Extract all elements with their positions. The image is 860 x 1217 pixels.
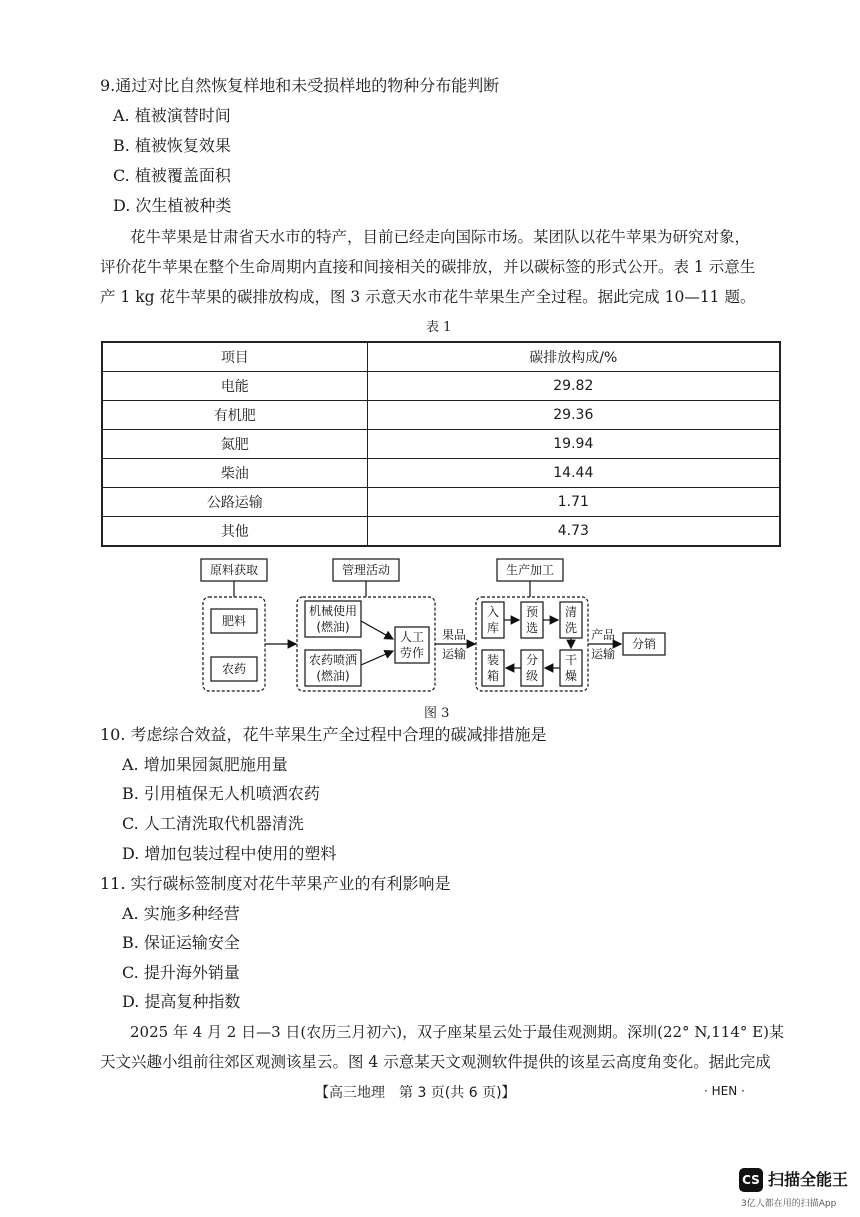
machinery-label: 机械使用 bbox=[308, 604, 358, 618]
transport1-label-1: 果品 bbox=[441, 628, 467, 642]
table-cell-item: 电能 bbox=[102, 372, 367, 401]
table-cell-item: 柴油 bbox=[102, 459, 367, 488]
q11-option-a: A. 实施多种经营 bbox=[122, 904, 240, 923]
camscanner-name: 扫描全能王 bbox=[768, 1170, 849, 1189]
machinery-fuel-label: (燃油) bbox=[316, 620, 350, 634]
table-row bbox=[102, 430, 780, 459]
box-char-2: 箱 bbox=[486, 669, 500, 683]
q9-option-a: A. 植被演替时间 bbox=[113, 106, 231, 125]
table-row bbox=[102, 517, 780, 547]
q10-option-a: A. 增加果园氮肥施用量 bbox=[122, 755, 288, 774]
q9-option-d: D. 次生植被种类 bbox=[113, 196, 232, 215]
table-caption: 表 1 bbox=[426, 320, 452, 335]
passage-line-1: 花牛苹果是甘肃省天水市的特产，目前已经走向国际市场。某团队以花牛苹果为研究对象， bbox=[130, 228, 751, 246]
table-cell-value: 4.73 bbox=[367, 517, 780, 547]
group3-title: 生产加工 bbox=[505, 563, 555, 577]
camscanner-logo-icon: CS bbox=[739, 1168, 763, 1192]
passage-line-2: 评价花牛苹果在整个生命周期内直接和间接相关的碳排放，并以碳标签的形式公开。表 1 示意生 bbox=[100, 258, 756, 276]
table-cell-item: 其他 bbox=[102, 517, 367, 547]
passage-line-3: 产 1 kg 花牛苹果的碳排放构成，图 3 示意天水市花牛苹果生产全过程。据此完成 10—11 题。 bbox=[100, 288, 756, 306]
q11-stem: 11. 实行碳标签制度对花牛苹果产业的有利影响是 bbox=[100, 874, 451, 893]
table-cell-value: 19.94 bbox=[367, 430, 780, 459]
table-header-row bbox=[102, 342, 780, 372]
page-footer-title: 【高三地理 第 3 页(共 6 页)】 bbox=[315, 1085, 516, 1101]
storage-char-1: 入 bbox=[486, 605, 500, 619]
labor-label-1: 人工 bbox=[399, 630, 425, 644]
passage2-line-2: 天文兴趣小组前往郊区观测该星云。图 4 示意某天文观测软件提供的该星云高度角变化。据此完成 bbox=[100, 1053, 771, 1071]
q10-stem: 10. 考虑综合效益，花牛苹果生产全过程中合理的碳减排措施是 bbox=[100, 725, 547, 744]
q10-option-b: B. 引用植保无人机喷洒农药 bbox=[122, 784, 320, 803]
labor-label-2: 劳作 bbox=[399, 646, 425, 660]
table-header-value: 碳排放构成/% bbox=[367, 342, 780, 372]
sales-box: 分销 bbox=[631, 637, 657, 651]
transport2-label-2: 运输 bbox=[590, 647, 616, 661]
storage-char-2: 库 bbox=[486, 621, 500, 635]
q11-option-c: C. 提升海外销量 bbox=[122, 963, 240, 982]
table-row bbox=[102, 401, 780, 430]
figure-caption: 图 3 bbox=[424, 706, 450, 721]
table-row bbox=[102, 459, 780, 488]
dry-char-1: 干 bbox=[564, 653, 578, 667]
table-row bbox=[102, 372, 780, 401]
fertilizer-box: 肥料 bbox=[221, 614, 247, 628]
q9-option-b: B. 植被恢复效果 bbox=[113, 136, 231, 155]
table-cell-item: 有机肥 bbox=[102, 401, 367, 430]
q10-option-c: C. 人工清洗取代机器清洗 bbox=[122, 814, 304, 833]
spraying-fuel-label: (燃油) bbox=[316, 669, 350, 683]
table-cell-value: 1.71 bbox=[367, 488, 780, 517]
box-char-1: 装 bbox=[486, 653, 500, 667]
table-cell-value: 14.44 bbox=[367, 459, 780, 488]
wash-char-2: 洗 bbox=[564, 621, 578, 635]
q11-option-b: B. 保证运输安全 bbox=[122, 933, 240, 952]
carbon-table bbox=[101, 341, 781, 547]
page-footer-code: · HEN · bbox=[704, 1084, 745, 1098]
preselect-char-1: 预 bbox=[525, 605, 539, 619]
pesticide-box: 农药 bbox=[221, 662, 247, 676]
grade-char-1: 分 bbox=[525, 653, 539, 667]
wash-char-1: 清 bbox=[564, 605, 578, 619]
table-cell-value: 29.82 bbox=[367, 372, 780, 401]
group1-container bbox=[203, 597, 265, 691]
group2-title: 管理活动 bbox=[341, 563, 391, 577]
dry-char-2: 燥 bbox=[564, 669, 578, 683]
q9-option-c: C. 植被覆盖面积 bbox=[113, 166, 231, 185]
passage2-line-1: 2025 年 4 月 2 日—3 日(农历三月初六)，双子座某星云处于最佳观测期。深圳(22° N,114° E)某 bbox=[130, 1023, 784, 1041]
table-header-item: 项目 bbox=[102, 342, 367, 372]
q9-stem: 9.通过对比自然恢复样地和未受损样地的物种分布能判断 bbox=[100, 76, 500, 95]
transport2-label-1: 产品 bbox=[590, 628, 616, 642]
transport1-label-2: 运输 bbox=[441, 647, 467, 661]
table-row bbox=[102, 488, 780, 517]
grade-char-2: 级 bbox=[525, 669, 539, 683]
table-cell-value: 29.36 bbox=[367, 401, 780, 430]
table-cell-item: 氮肥 bbox=[102, 430, 367, 459]
q10-option-d: D. 增加包装过程中使用的塑料 bbox=[122, 844, 337, 863]
production-flow-diagram bbox=[195, 557, 670, 697]
group1-title: 原料获取 bbox=[209, 563, 259, 577]
spraying-label: 农药喷洒 bbox=[308, 653, 358, 667]
table-cell-item: 公路运输 bbox=[102, 488, 367, 517]
camscanner-tagline: 3亿人都在用的扫描App bbox=[741, 1199, 837, 1209]
preselect-char-2: 选 bbox=[525, 621, 539, 635]
q11-option-d: D. 提高复种指数 bbox=[122, 992, 241, 1011]
